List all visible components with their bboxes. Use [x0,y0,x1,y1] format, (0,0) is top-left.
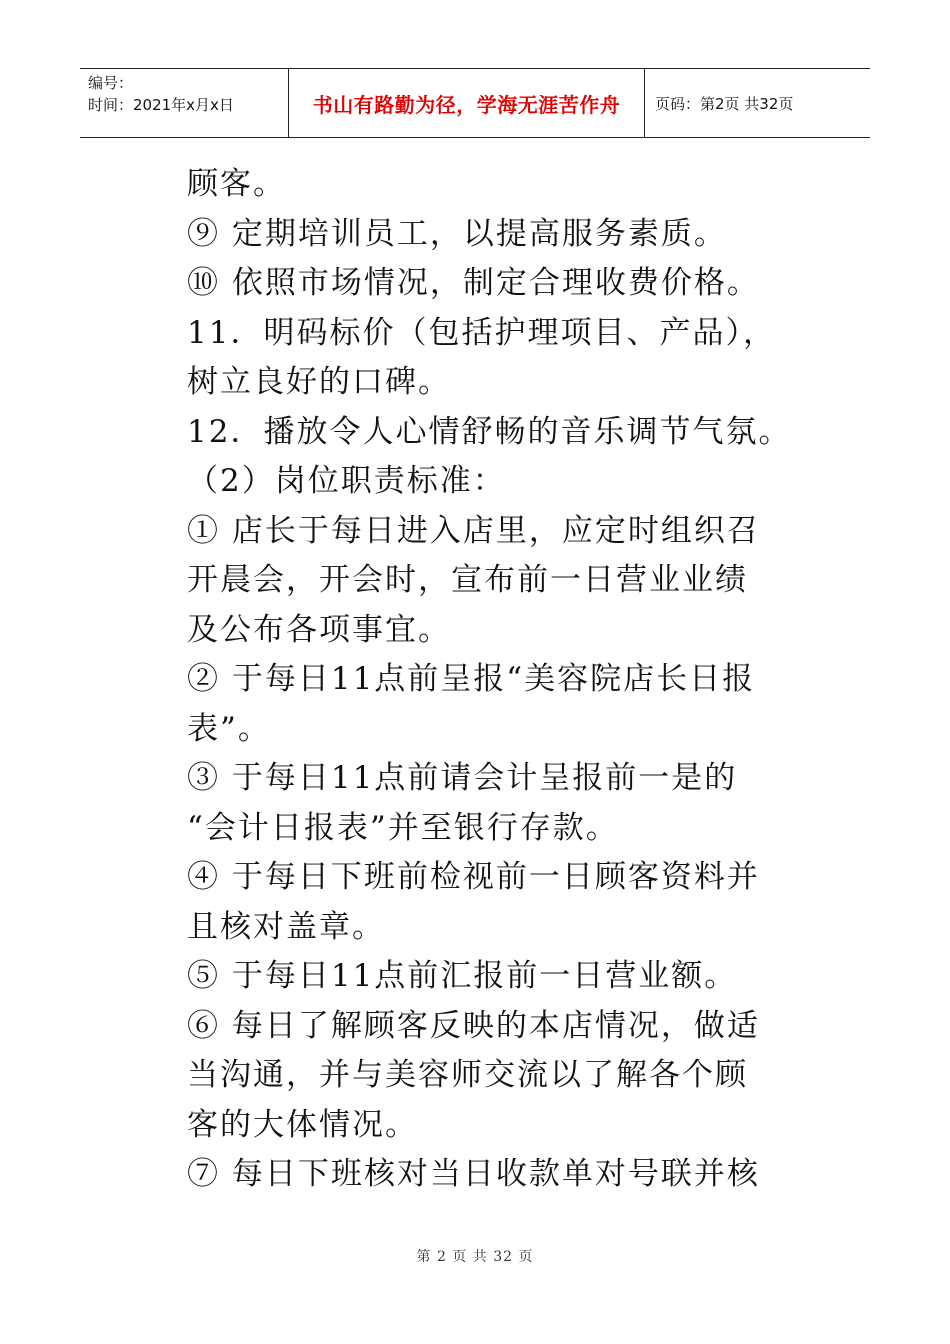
header-page-cell [645,69,870,137]
header-motto: 书山有路勤为径，学海无涯苦作舟 [312,92,621,117]
body-line: 树立良好的口碑。 [187,364,451,400]
body-line: 开晨会，开会时，宣布前一日营业业绩 [187,562,748,598]
header-time-label: 时间：2021年x月x日 [88,96,234,114]
body-line: ⑥ 每日了解顾客反映的本店情况，做适 [187,1007,760,1044]
footer-page-number: 第 2 页 共 32 页 [416,1249,534,1265]
body-line: ① 店长于每日进入店里，应定时组织召 [187,512,760,549]
document-body [187,160,827,1200]
body-line: ④ 于每日下班前检视前一日顾客资料并 [187,859,760,895]
body-line: 顾客。 [187,166,286,202]
header-meta-cell [80,69,289,137]
body-line: 12．播放令人心情舒畅的音乐调节气氛。 [187,413,792,450]
body-line: ⑤ 于每日11点前汇报前一日营业额。 [187,958,738,994]
body-line: （2）岗位职责标准： [187,463,506,499]
header-page-info: 页码：第2页 共32页 [655,94,794,113]
body-line: ⑨ 定期培训员工，以提高服务素质。 [187,215,727,252]
body-line: 当沟通，并与美容师交流以了解各个顾 [187,1057,748,1093]
body-line: ② 于每日11点前呈报“美容院店长日报 [187,661,756,697]
body-line: 表”。 [187,710,271,747]
header-motto-cell [289,69,645,137]
body-line: 11．明码标价（包括护理项目、产品）， [187,314,776,351]
header-number-label: 编号： [88,74,134,92]
body-line: ⑦ 每日下班核对当日收款单对号联并核 [187,1156,760,1192]
document-header [80,68,870,138]
body-line: ③ 于每日11点前请会计呈报前一是的 [187,760,738,796]
body-line: 客的大体情况。 [187,1106,418,1143]
body-line: “会计日报表”并至银行存款。 [187,809,619,846]
page-footer [0,1246,950,1266]
body-line: ⑩ 依照市场情况，制定合理收费价格。 [187,265,760,301]
body-line: 及公布各项事宜。 [187,611,451,648]
body-line: 且核对盖章。 [187,908,385,945]
